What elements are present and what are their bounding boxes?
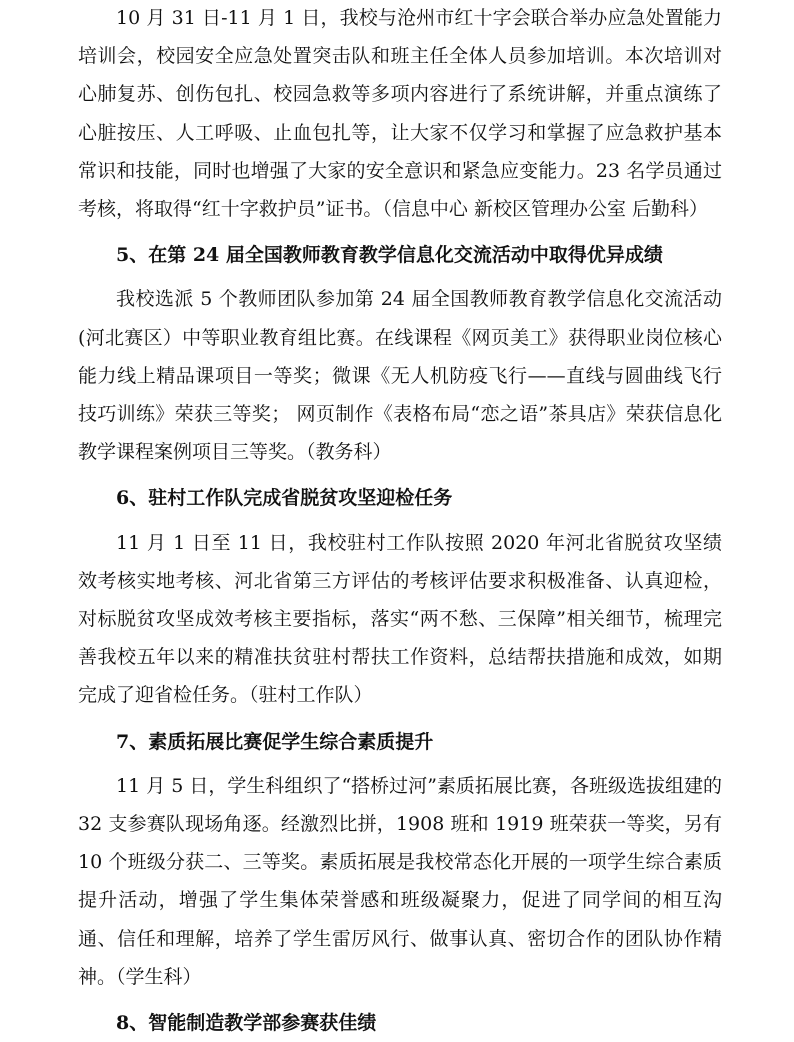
section-6-body: 11 月 1 日至 11 日，我校驻村工作队按照 2020 年河北省脱贫攻坚绩效考核实地考核、河北省第三方评估的考核评估要求积极准备、认真迎检，对标脱贫攻坚成效考核主要指标，落实“两不愁、三保障”相关细节，梳理完善我校五年以来的精准扶贫驻村帮扶工作资料，总结帮扶措施和成效，如期完成了迎省检任务。（驻村工作队） bbox=[78, 531, 722, 707]
section-5-body: 我校选派 5 个教师团队参加第 24 届全国教师教育教学信息化交流活动(河北赛区）中等职业教育组比赛。在线课程《网页美工》获得职业岗位核心能力线上精品课项目一等奖；微课《无人机防疫飞行——直线与圆曲线飞行技巧训练》荣获三等奖； 网页制作《表格布局“恋之语”茶具店》荣获信息化教学课程案例项目三等奖。（教务科） bbox=[78, 288, 722, 464]
section-6-heading: 6、驻村工作队完成省脱贫攻坚迎检任务 bbox=[116, 487, 453, 510]
section-7-body: 11 月 5 日，学生科组织了“搭桥过河”素质拓展比赛，各班级选拔组建的 32 支参赛队现场角逐。经激烈比拼，1908 班和 1919 班荣获一等奖，另有 10 个班级分获二、三等奖。素质拓展是我校常态化开展的一项学生综合素质提升活动，增强了学生集体荣誉感和班级凝聚力，促进了同学间的相互沟通、信任和理解，培养了学生雷厉风行、做事认真、密切合作的团队协作精神。（学生科） bbox=[78, 774, 722, 988]
section-8-heading: 8、智能制造教学部参赛获佳绩 bbox=[116, 1012, 377, 1035]
section-5-heading: 5、在第 24 届全国教师教育教学信息化交流活动中取得优异成绩 bbox=[116, 244, 663, 267]
section-7-heading: 7、素质拓展比赛促学生综合素质提升 bbox=[116, 730, 434, 753]
intro-paragraph: 10 月 31 日-11 月 1 日，我校与沧州市红十字会联合举办应急处置能力培训会，校园安全应急处置突击队和班主任全体人员参加培训。本次培训对心肺复苏、创伤包扎、校园急救等多项内容进行了系统讲解，并重点演练了心脏按压、人工呼吸、止血包扎等，让大家不仅学习和掌握了应急救护基本常识和技能，同时也增强了大家的安全意识和紧急应变能力。23 名学员通过考核，将取得“红十字救护员”证书。（信息中心 新校区管理办公室 后勤科） bbox=[78, 7, 722, 221]
